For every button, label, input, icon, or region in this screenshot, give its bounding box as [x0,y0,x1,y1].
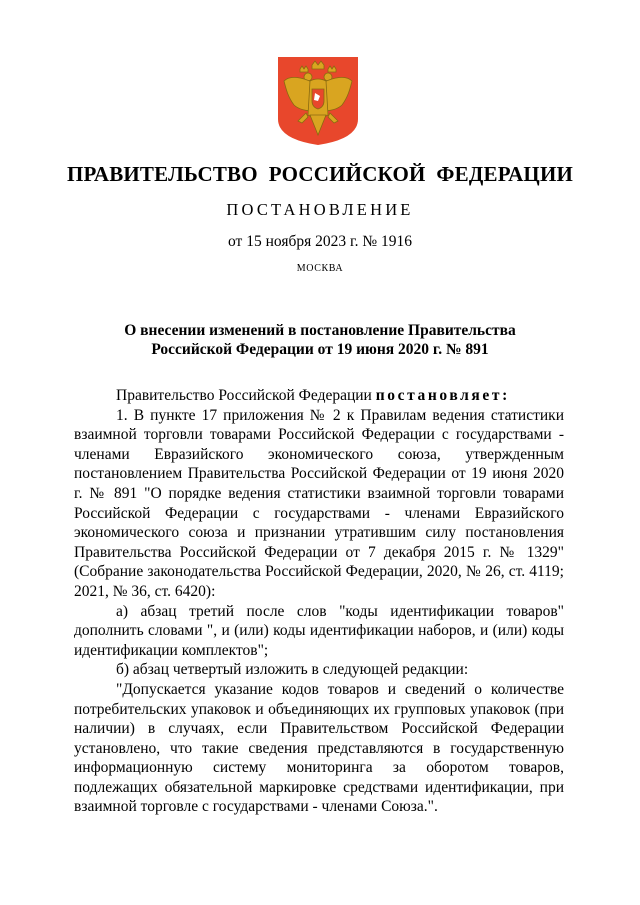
item-1-paragraph: 1. В пункте 17 приложения № 2 к Правилам ведения статистики взаимной торговли товарами Российской Федерации с государствами - членами Евразийского экономического союза, утвержденным постановлением Правительства Российской Федерации от 19 июня 2020 г. № 891 "О порядке ведения статистики взаимной торговли товарами Российской Федерации с государствами - членами Евразийского экономического союза и признании утратившим силу постановления Правительства Российской Федерации от 7 декабря 2015 г. № 1329" (Собрание законодательства Российской Федерации, 2020, № 26, ст. 4119; 2021, № 36, ст. 6420): [74,406,564,600]
document-date-number: от 15 ноября 2023 г. № 1916 [228,233,412,250]
heading-line-1: О внесении изменений в постановление Правительства [124,322,516,339]
quote-paragraph: "Допускается указание кодов товаров и сведений о количестве потребительских упаковок и объединяющих их групповых упаковок (при наличии) в случаях, если Правительством Российской Федерации установлено, что такие сведения представляются в государственную информационную систему мониторинга за оборотом товаров, подлежащих обязательной маркировке средствами идентификации, при взаимной торговле с государствами - членами Союза.". [74,680,564,816]
coat-of-arms-icon [276,55,360,147]
item-a-paragraph: а) абзац третий после слов "коды идентификации товаров" дополнить словами ", и (или) коды идентификации наборов, и (или) коды идентификации комплектов"; [74,602,564,659]
document-body [74,386,564,817]
document-city: МОСКВА [296,263,344,274]
intro-paragraph [74,386,564,406]
document-type: ПОСТАНОВЛЕНИЕ [226,200,414,219]
intro-prefix: Правительство Российской Федерации [116,387,376,404]
document-heading [90,321,550,359]
government-title: ПРАВИТЕЛЬСТВО РОССИЙСКОЙ ФЕДЕРАЦИИ [66,162,574,186]
item-b-paragraph: б) абзац четвертый изложить в следующей редакции: [116,661,469,679]
heading-line-2: Российской Федерации от 19 июня 2020 г. № 891 [151,341,489,358]
decree-word: постановляет: [375,387,510,404]
